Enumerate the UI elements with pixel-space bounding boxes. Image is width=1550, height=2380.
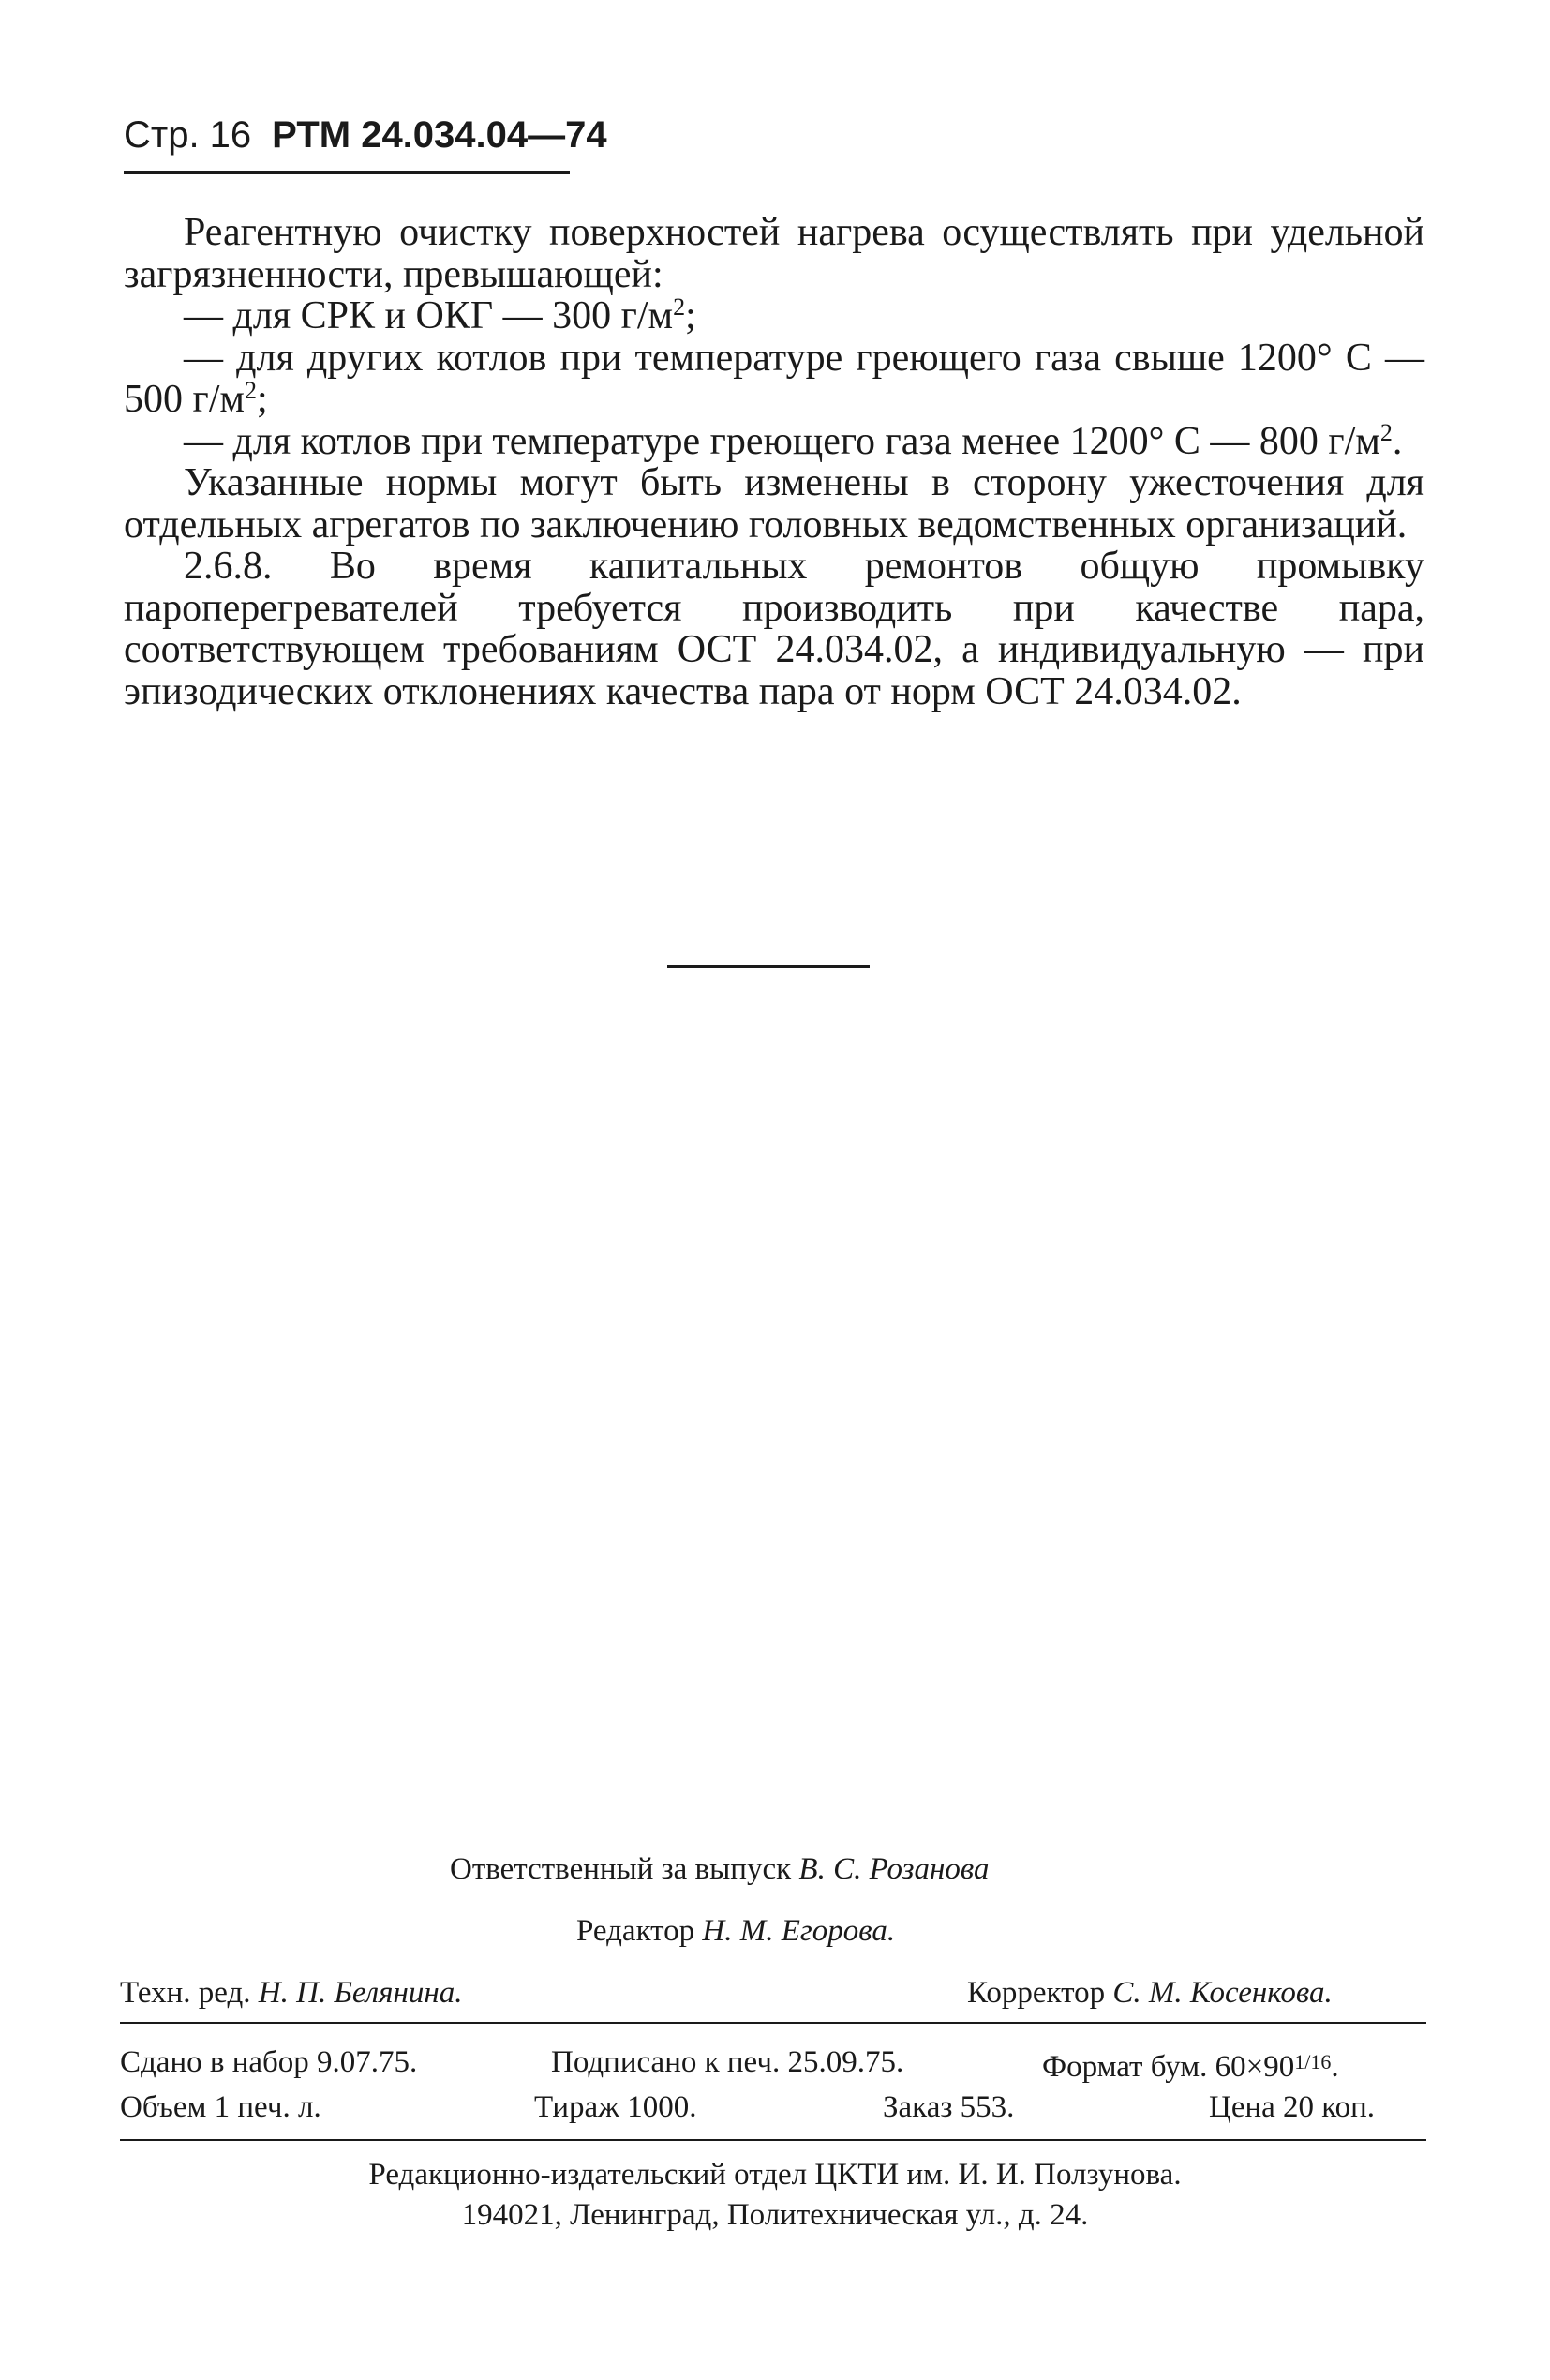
responsible-line [450, 1850, 989, 1888]
format-end: . [1331, 2050, 1339, 2084]
superscript: 2 [1379, 418, 1393, 446]
publisher-address: 194021, Ленинград, Политехническая ул., д. 24. [461, 2198, 1089, 2232]
responsible-name: В. С. Розанова [798, 1852, 990, 1886]
format-label: Формат бум. 60×90 [1042, 2050, 1295, 2084]
superscript: 2 [244, 377, 257, 404]
body-text [124, 212, 1424, 712]
editor-line [576, 1912, 895, 1950]
page-number: Стр. 16 [124, 114, 252, 156]
corrector-line [967, 1974, 1333, 2012]
paragraph-other-boilers [124, 337, 1424, 421]
submitted-date: Сдано в набор 9.07.75. [120, 2045, 418, 2079]
document-code: РТМ 24.034.04—74 [272, 114, 607, 156]
editor-label: Редактор [576, 1914, 695, 1948]
paragraph-text: — для котлов при температуре греющего газа менее 1200° С — 800 г/м [184, 419, 1380, 463]
page-header [124, 112, 607, 157]
paragraph-end: ; [685, 294, 696, 337]
responsible-label: Ответственный за выпуск [450, 1852, 792, 1886]
paragraph-reagent-cleaning: Реагентную очистку поверхностей нагрева осуществлять при удельной загрязненности, превышающей: [124, 211, 1424, 296]
paragraph-end: . [1392, 419, 1403, 463]
publisher: Редакционно-издательский отдел ЦКТИ им. И. И. Ползунова. [368, 2158, 1182, 2192]
corrector-label: Корректор [967, 1976, 1106, 2010]
paragraph-text: — для других котлов при температуре греющего газа свыше 1200° С — 500 г/м [124, 336, 1424, 421]
tech-editor-line [120, 1974, 462, 2012]
order-number: Заказ 553. [883, 2090, 1015, 2124]
paragraph-boilers-below-1200 [124, 418, 1424, 463]
paragraph-norms-change: Указанные нормы могут быть изменены в сторону ужесточения для отдельных агрегатов по заключению головных ведомственных организаций. [124, 461, 1424, 546]
tech-editor-label: Техн. ред. [120, 1976, 251, 2010]
paragraph-srk-okg [124, 295, 1424, 337]
paragraph-2-6-8: 2.6.8. Во время капитальных ремонтов общую промывку пароперегревателей требуется производить при качестве пара, соответствующем требованиям ОСТ 24.034.02, а индивидуальную — при эпизодических отклонениях качества пара от норм ОСТ 24.034.02. [124, 545, 1424, 713]
print-volume: Объем 1 печ. л. [120, 2090, 321, 2124]
editor-name: Н. М. Егорова. [702, 1914, 896, 1948]
imprint-top-rule [120, 2022, 1426, 2024]
section-end-rule [667, 965, 870, 968]
paragraph-text: — для СРК и ОКГ — 300 г/м [184, 294, 674, 337]
imprint-bottom-rule [120, 2139, 1426, 2141]
tech-editor-name: Н. П. Белянина. [258, 1976, 463, 2010]
paper-format [1042, 2043, 1339, 2086]
header-rule [124, 171, 570, 174]
corrector-name: С. М. Косенкова. [1112, 1976, 1333, 2010]
paragraph-end: ; [256, 378, 268, 421]
superscript: 2 [673, 293, 686, 321]
circulation: Тираж 1000. [534, 2090, 697, 2124]
format-fraction: 1/16 [1294, 2050, 1332, 2073]
signed-date: Подписано к печ. 25.09.75. [551, 2045, 904, 2079]
price: Цена 20 коп. [1209, 2090, 1376, 2124]
